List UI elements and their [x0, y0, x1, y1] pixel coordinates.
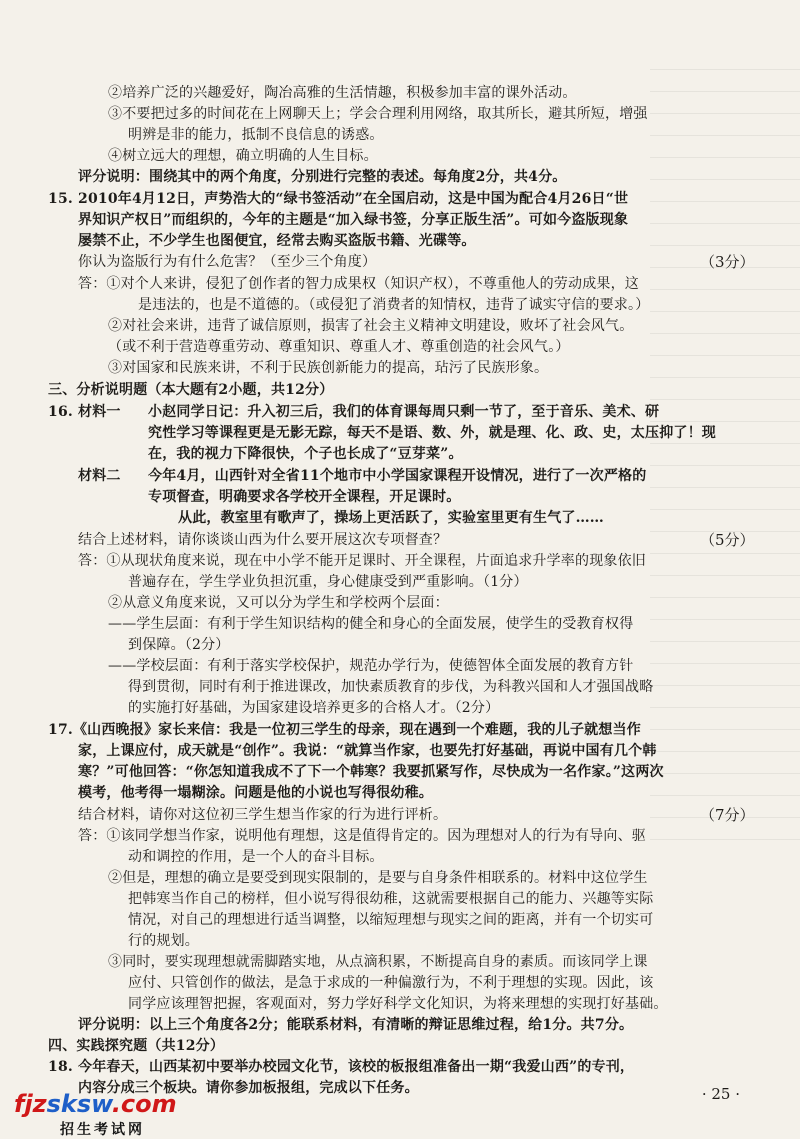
section-header: 四、实践探究题（共12分）: [48, 1038, 225, 1054]
material-text: 从此，教室里有歌声了，操场上更活跃了，实验室里更有生气了……: [178, 510, 604, 526]
material-text: 专项督查，明确要求各学校开全课程，开足课时。: [148, 489, 461, 505]
text-line: ②对社会来讲，违背了诚信原则，损害了社会主义精神文明建设，败坏了社会风气。: [108, 318, 634, 334]
material-text: 小赵同学日记：升入初三后，我们的体育课每周只剩一节了，至于音乐、美术、研: [148, 404, 660, 420]
scoring-note: 评分说明：围绕其中的两个角度，分别进行完整的表述。每角度2分，共4分。: [78, 169, 567, 185]
site-logo: fjzsksw.com: [14, 1090, 177, 1118]
text-line: 是违法的，也是不道德的。（或侵犯了消费者的知情权，违背了诚实守信的要求。）: [138, 297, 650, 313]
text-line: 寒？”可他回答：“你怎知道我成不了下一个韩寒？我要抓紧写作，尽快成为一名作家。”这两次: [78, 764, 664, 780]
question-prompt: 你认为盗版行为有什么危害？（至少三个角度）: [78, 254, 377, 270]
text-line: （或不利于营造尊重劳动、尊重知识、尊重人才、尊重创造的社会风气。）: [108, 339, 570, 355]
question-15: 15. 2010年4月12日，声势浩大的“绿书签活动”在全国启动，这是中国为配合4月26日“世: [48, 191, 629, 207]
text-line: ③不要把过多的时间花在上网聊天上；学会合理利用网络，取其所长，避其所短，增强: [108, 106, 648, 122]
text-line: ④树立远大的理想，确立明确的人生目标。: [108, 148, 378, 164]
text-line: 的实施打好基础，为国家建设培养更多的合格人才。（2分）: [128, 700, 500, 716]
text-line: 把韩寒当作自己的榜样，但小说写得很幼稚，这就需要根据自己的能力、兴趣等实际: [128, 891, 654, 907]
text-line: 行的规划。: [128, 933, 199, 949]
answer-line: 答：①从现状角度来说，现在中小学不能开足课时、开全课程，片面追求升学率的现象依旧: [78, 553, 646, 569]
text-line: 到保障。（2分）: [128, 637, 230, 653]
text-line: ②从意义角度来说，又可以分为学生和学校两个层面：: [108, 595, 449, 611]
text-line: 普遍存在，学生学业负担沉重，身心健康受到严重影响。（1分）: [128, 574, 528, 590]
material-text: 今年4月，山西针对全省11个地市中小学国家课程开设情况，进行了一次严格的: [148, 468, 647, 484]
question-17: 17.《山西晚报》家长来信：我是一位初三学生的母亲，现在遇到一个难题，我的儿子就想当作: [48, 722, 641, 738]
text-line: ②培养广泛的兴趣爱好，陶冶高雅的生活情趣，积极参加丰富的课外活动。: [108, 85, 577, 101]
question-16-label: 16. 材料一: [48, 404, 121, 420]
text-line: 动和调控的作用，是一个人的奋斗目标。: [128, 849, 384, 865]
material-text: 究性学习等课程更是无影无踪，每天不是语、数、外，就是理、化、政、史，太压抑了！现: [148, 425, 716, 441]
answer-line: 答：①该同学想当作家，说明他有理想，这是值得肯定的。因为理想对人的行为有导向、驱: [78, 828, 646, 844]
answer-line: 答：①对个人来讲，侵犯了创作者的智力成果权（知识产权），不尊重他人的劳动成果，这: [78, 276, 639, 292]
text-line: 同学应该理智把握，客观面对，努力学好科学文化知识，为将来理想的实现打好基础。: [128, 996, 668, 1012]
text-line: ②但是，理想的确立是要受到现实限制的，是要与自身条件相联系的。材料中这位学生: [108, 870, 648, 886]
score-label: （3分）: [700, 253, 755, 271]
text-line: 情况，对自己的理想进行适当调整，以缩短理想与现实之间的距离，并有一个切实可: [128, 912, 654, 928]
page-number: · 25 ·: [701, 1085, 740, 1103]
text-line: 内容分成三个板块。请你参加板报组，完成以下任务。: [78, 1080, 419, 1096]
scoring-note: 评分说明：以上三个角度各2分；能联系材料，有清晰的辩证思维过程，给1分。共7分。: [78, 1017, 634, 1033]
material-text: 在，我的视力下降很快，个子也长成了“豆芽菜”。: [148, 446, 463, 462]
text-line: 屡禁不止，不少学生也图便宜，经常去购买盗版书籍、光碟等。: [78, 233, 476, 249]
material-label: 材料二: [78, 468, 121, 484]
question-prompt: 结合材料，请你对这位初三学生想当作家的行为进行评析。: [78, 807, 448, 823]
text-line: ③同时，要实现理想就需脚踏实地，从点滴积累，不断提高自身的素质。而该同学上课: [108, 954, 648, 970]
text-line: 家，上课应付，成天就是“创作”。我说：“就算当作家，也要先打好基础，再说中国有几个韩: [78, 743, 657, 759]
question-prompt: 结合上述材料，请你谈谈山西为什么要开展这次专项督查？: [78, 532, 448, 548]
text-line: 模考，他考得一塌糊涂。问题是他的小说也写得很幼稚。: [78, 785, 433, 801]
question-18: 18. 今年春天，山西某初中要举办校园文化节，该校的板报组准备出一期“我爱山西”的专刊，: [48, 1059, 635, 1075]
text-line: ——学校层面：有利于落实学校保护，规范办学行为，使德智体全面发展的教育方针: [108, 658, 634, 674]
text-line: 得到贯彻，同时有利于推进课改，加快素质教育的步伐，为科教兴国和人才强国战略: [128, 679, 654, 695]
score-label: （7分）: [700, 806, 755, 824]
text-line: ——学生层面：有利于学生知识结构的健全和身心的全面发展，使学生的受教育权得: [108, 616, 634, 632]
text-line: 明辨是非的能力，抵制不良信息的诱惑。: [128, 127, 384, 143]
text-line: 应付、只管创作的做法，是急于求成的一种偏激行为，不利于理想的实现。因此，该: [128, 975, 654, 991]
section-header: 三、分析说明题（本大题有2小题，共12分）: [48, 382, 334, 398]
text-line: 界知识产权日”而组织的，今年的主题是“加入绿书签，分享正版生活”。可如今盗版现象: [78, 212, 629, 228]
text-line: ③对国家和民族来讲，不利于民族创新能力的提高，玷污了民族形象。: [108, 360, 549, 376]
score-label: （5分）: [700, 531, 755, 549]
site-tagline: 招生考试网: [60, 1122, 145, 1138]
